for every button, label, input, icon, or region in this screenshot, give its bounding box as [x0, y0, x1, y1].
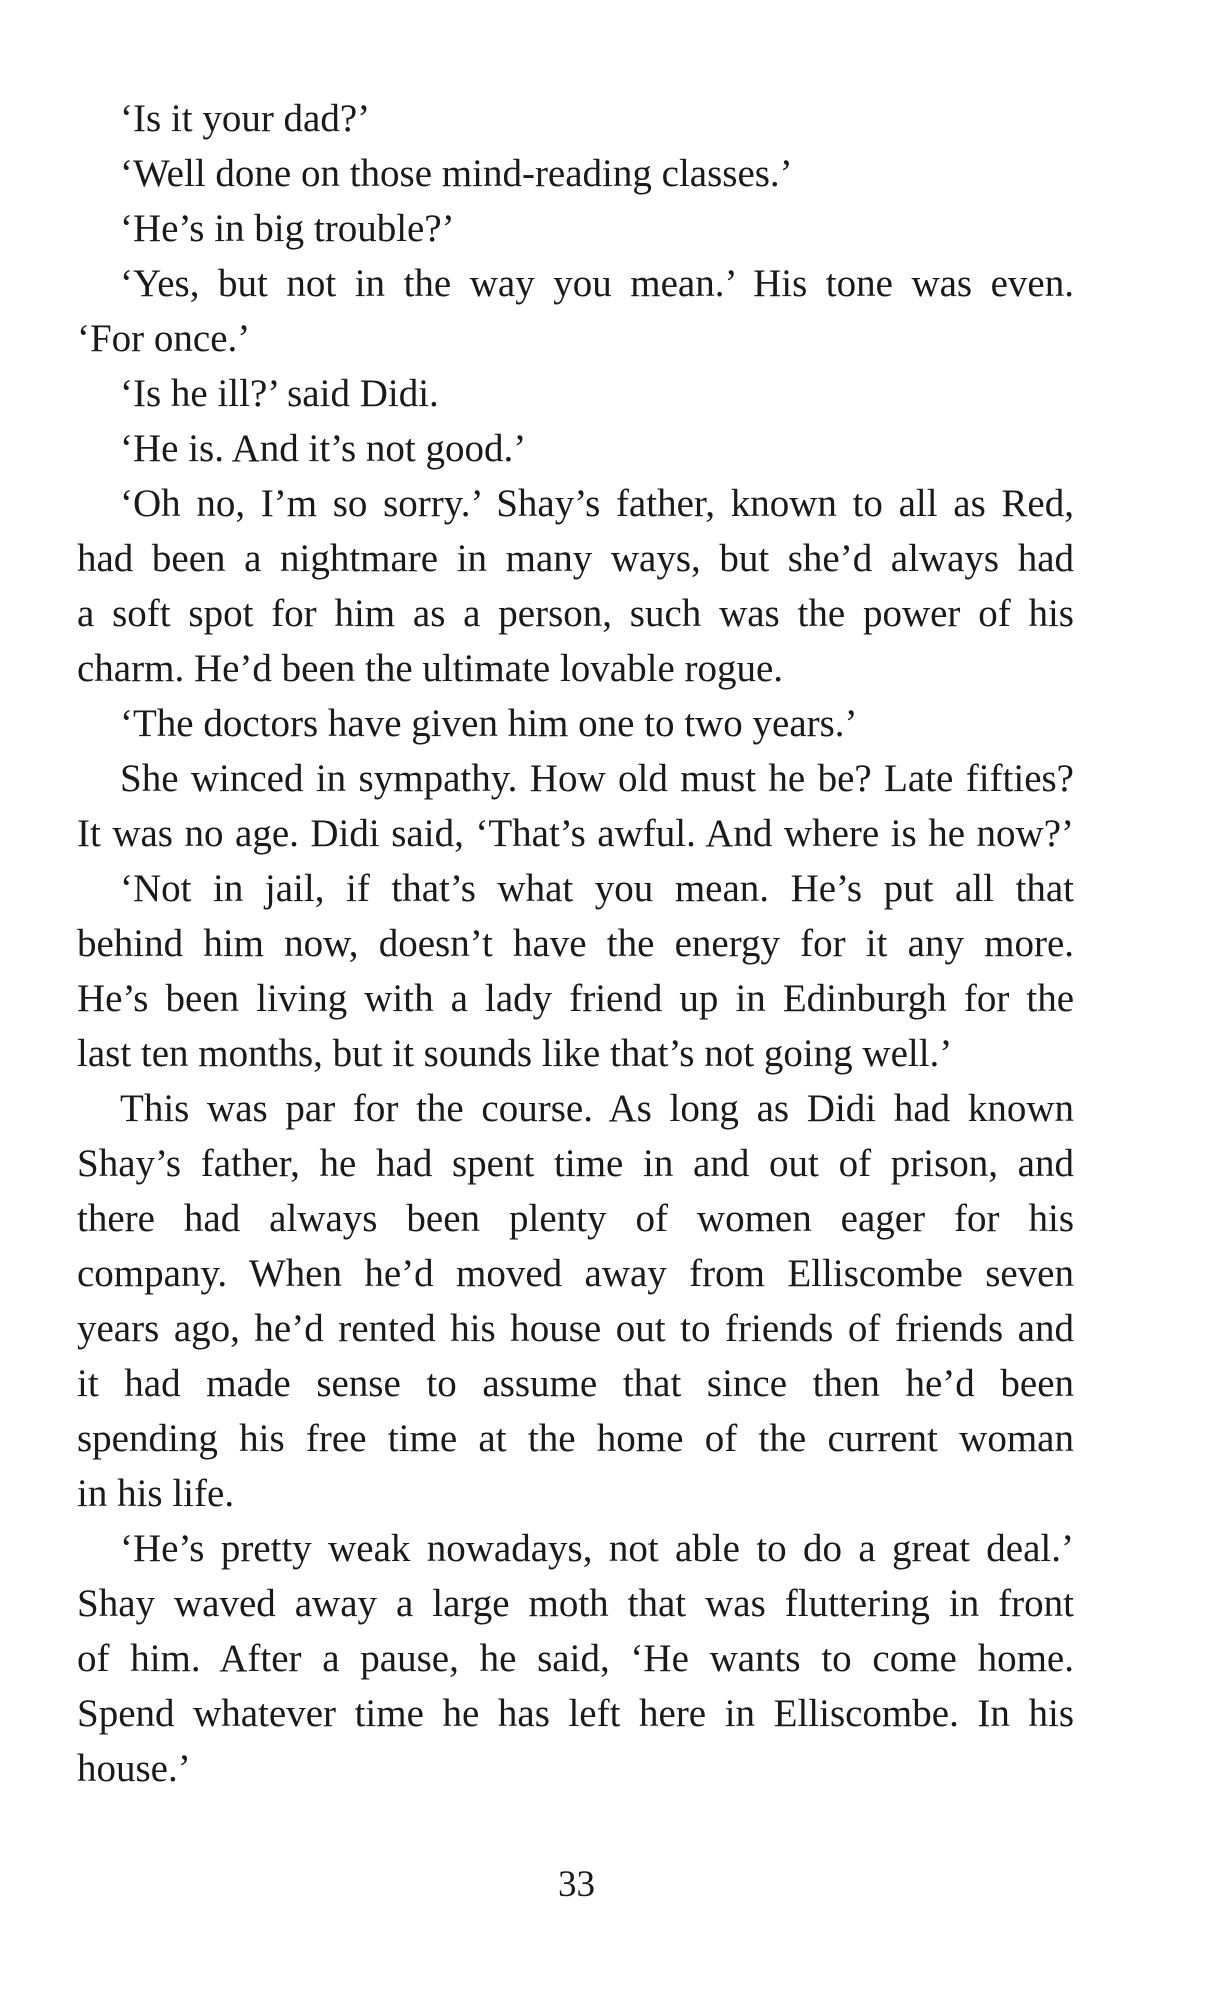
- text-line: ‘He’s in big trouble?’: [120, 207, 455, 250]
- text-line: of him. After a pause, he said, ‘He wants to come home.: [77, 1637, 1074, 1680]
- text-line: behind him now, doesn’t have the energy for it any more.: [77, 922, 1074, 965]
- text-line: ‘Well done on those mind-reading classes.’: [120, 152, 793, 195]
- text-line: ‘For once.’: [77, 317, 251, 360]
- text-line: a soft spot for him as a person, such was the power of his: [77, 592, 1074, 635]
- text-line: ‘The doctors have given him one to two years.’: [120, 702, 858, 745]
- text-line: Shay’s father, he had spent time in and out of prison, and: [77, 1142, 1074, 1185]
- body-text: [77, 91, 1074, 1796]
- text-line: it had made sense to assume that since then he’d been: [77, 1362, 1074, 1405]
- text-line: She winced in sympathy. How old must he be? Late fifties?: [120, 757, 1074, 800]
- text-line: last ten months, but it sounds like that’s not going well.’: [77, 1032, 953, 1075]
- text-line: years ago, he’d rented his house out to friends of friends and: [77, 1307, 1074, 1350]
- text-line: ‘Oh no, I’m so sorry.’ Shay’s father, known to all as Red,: [120, 482, 1074, 525]
- text-line: had been a nightmare in many ways, but she’d always had: [77, 537, 1074, 580]
- text-line: Shay waved away a large moth that was fluttering in front: [77, 1582, 1074, 1625]
- text-line: ‘He is. And it’s not good.’: [120, 427, 527, 470]
- text-line: there had always been plenty of women eager for his: [77, 1197, 1074, 1240]
- text-line: ‘Is it your dad?’: [120, 97, 371, 140]
- page-number: 33: [558, 1864, 595, 1905]
- text-line: He’s been living with a lady friend up in Edinburgh for the: [77, 977, 1074, 1020]
- text-line: ‘He’s pretty weak nowadays, not able to do a great deal.’: [120, 1527, 1074, 1570]
- text-line: house.’: [77, 1747, 191, 1790]
- text-line: spending his free time at the home of the current woman: [77, 1417, 1074, 1460]
- text-line: ‘Not in jail, if that’s what you mean. He’s put all that: [120, 867, 1074, 910]
- text-line: It was no age. Didi said, ‘That’s awful. And where is he now?’: [77, 812, 1074, 855]
- text-line: ‘Is he ill?’ said Didi.: [120, 372, 439, 415]
- text-line: ‘Yes, but not in the way you mean.’ His tone was even.: [120, 262, 1074, 305]
- text-line: in his life.: [77, 1472, 235, 1515]
- text-line: company. When he’d moved away from Elliscombe seven: [77, 1252, 1074, 1295]
- text-line: This was par for the course. As long as Didi had known: [120, 1087, 1074, 1130]
- text-line: charm. He’d been the ultimate lovable rogue.: [77, 647, 784, 690]
- text-line: Spend whatever time he has left here in Elliscombe. In his: [77, 1692, 1074, 1735]
